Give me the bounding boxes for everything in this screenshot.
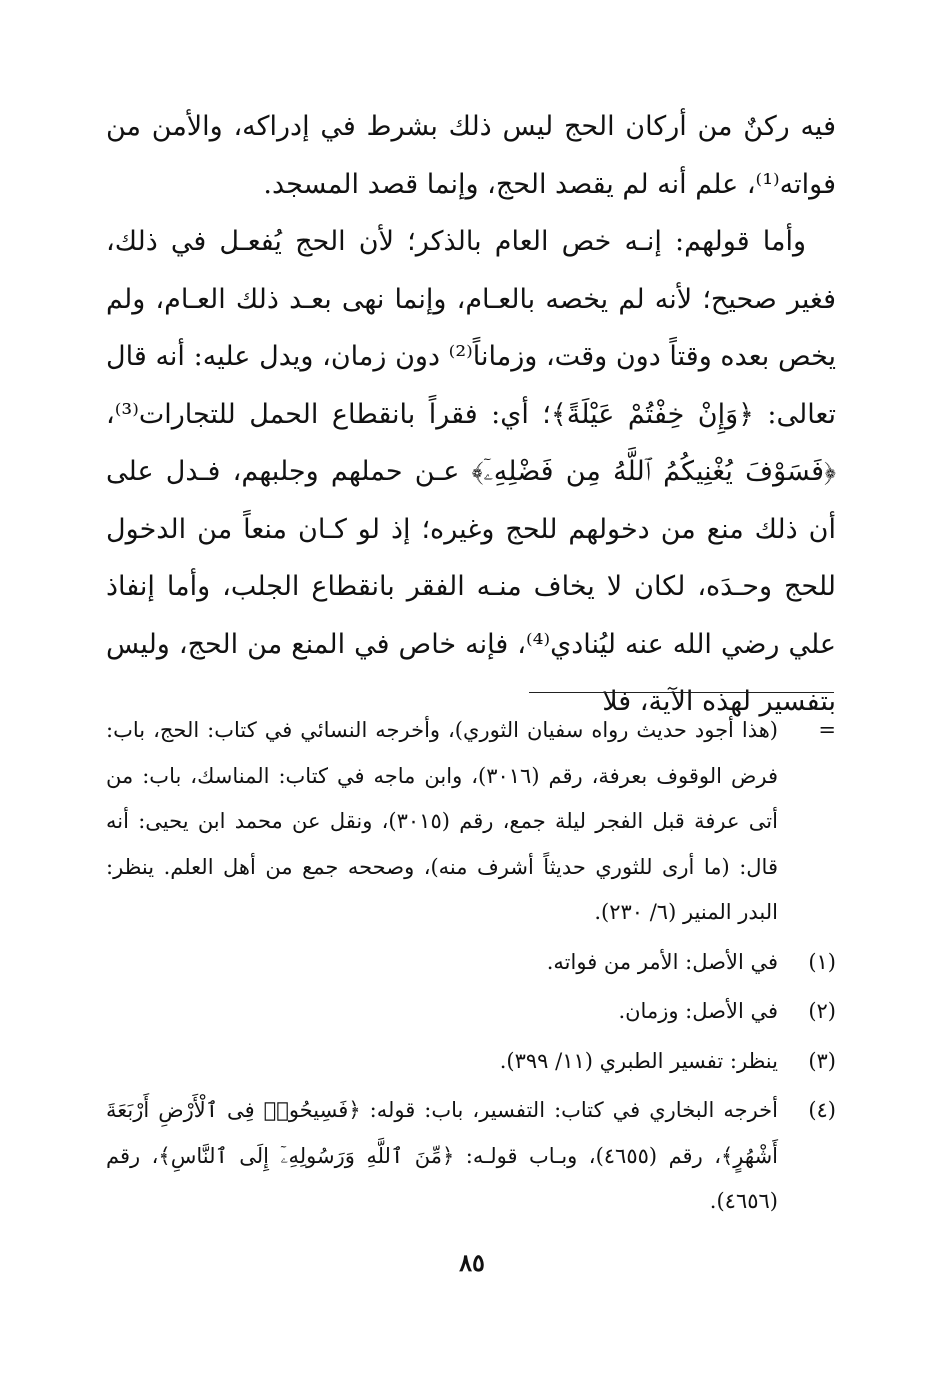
footnote-text: ينظر: تفسير الطبري (١١/ ٣٩٩). bbox=[499, 1048, 778, 1073]
footnote-4 bbox=[106, 1088, 836, 1225]
footnote-3 bbox=[106, 1039, 836, 1085]
continuation-marker: = bbox=[818, 718, 836, 742]
footnote-number: (٢) bbox=[808, 999, 836, 1023]
footnote-text: (هذا أجود حديث رواه سفيان الثوري)، وأخرجه النسائي في كتاب: الحج، باب: فرض الوقوف بعرفة، رقم (٣٠١٦)، وابن ماجه في كتاب: المناسك، باب: من أتى عرفة قبل الفجر ليلة جمع، رقم (٣٠١٥)، ونقل عن محمد ابن يحيى: أنه قال: (ما أرى للثوري حديثاً أشرف منه)، وصححه جمع من أهل العلم. ينظر: البدر المنير (٦/ ٢٣٠). bbox=[106, 718, 778, 924]
footnote-number: (٤) bbox=[808, 1098, 836, 1122]
paragraph-1: فيه ركنٌ من أركان الحج ليس ذلك بشرط في إدراكه، والأمن من فواته⁽¹⁾، علم أنه لم يقصد الحج، وإنما قصد المسجد. bbox=[106, 111, 836, 200]
footnote-1 bbox=[106, 940, 836, 986]
footnote-separator bbox=[529, 692, 834, 693]
footnote-number: (١) bbox=[808, 949, 836, 974]
footnote-2 bbox=[106, 989, 836, 1035]
footnote-number: (٣) bbox=[808, 1048, 836, 1073]
footnote-text: في الأصل: وزمان. bbox=[618, 999, 778, 1023]
page-number: ٨٥ bbox=[459, 1248, 485, 1277]
footnote-text: أخرجه البخاري في كتاب: التفسير، باب: قوله: ﴿فَسِيحُوا۟ فِى ٱلْأَرْضِ أَرْبَعَةَ أَشْهُرٍ﴾، رقم (٤٦٥٥)، وبـاب قولـه: ﴿مِّنَ ٱللَّهِ وَرَسُولِهِۦٓ إِلَى ٱلنَّاسِ﴾، رقم (٤٦٥٦). bbox=[106, 1098, 778, 1213]
paragraph-2: وأما قولهم: إنـه خص العام بالذكر؛ لأن الحج يُفعـل في ذلك، فغير صحيح؛ لأنه لم يخصه بالعـام، وإنما نهى بعـد ذلك العـام، ولم يخص بعده وقتاً دون وقت، وزماناً⁽²⁾ دون زمان، ويدل عليه: أنه قال تعالى: ﴿وَإِنْ خِفْتُمْ عَيْلَةً﴾؛ أي: فقراً بانقطاع الحمل للتجارات⁽³⁾، ﴿فَسَوْفَ يُغْنِيكُمُ ٱللَّهُ مِن فَضْلِهِۦٓ﴾ عـن حملهم وجلبهم، فـدل على أن ذلك منع من دخولهم للحج وغيره؛ إذ لو كـان منعاً من الدخول للحج وحـدَه، لكان لا يخاف منـه الفقر بانقطاع الجلب، وأما إنفاذ علي رضي الله عنه ليُنادي⁽⁴⁾، فإنه خاص في المنع من الحج، وليس بتفسير لهذه الآية، فلا bbox=[106, 226, 837, 717]
footnote-text: في الأصل: الأمر من فواته. bbox=[546, 949, 778, 974]
footnotes bbox=[106, 708, 836, 1225]
main-text bbox=[106, 98, 836, 731]
footnote-continuation bbox=[106, 708, 836, 936]
